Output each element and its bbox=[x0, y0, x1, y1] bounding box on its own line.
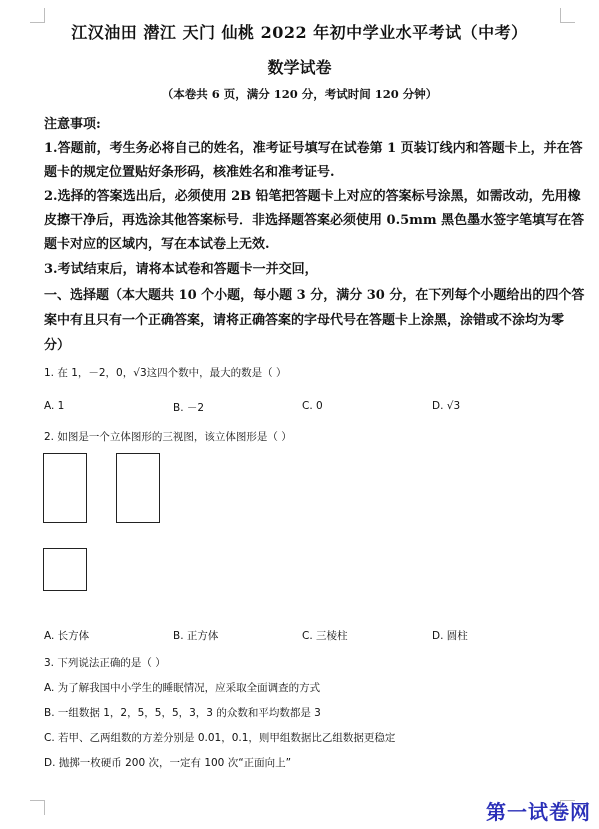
question-2-option-d: D. 圆柱 bbox=[432, 630, 468, 642]
section-heading-line: 一、选择题（本大题共 10 个小题，每小题 3 分，满分 30 分，在下列每个小题给出的四个答 bbox=[44, 288, 585, 303]
section-heading-line: 分） bbox=[44, 338, 71, 353]
question-1-stem-prefix: 1. 在 1，－2，0， bbox=[44, 367, 134, 379]
question-2-option-c: C. 三棱柱 bbox=[302, 630, 348, 642]
question-3-statement-a: A. 为了解我国中小学生的睡眠情况，应采取全面调查的方式 bbox=[44, 682, 321, 694]
notice-heading: 注意事项: bbox=[44, 117, 101, 132]
question-1-option-d: D. √3 bbox=[432, 400, 461, 412]
question-3-stem: 3. 下列说法正确的是（ ） bbox=[44, 657, 166, 669]
exam-subtitle: 数学试卷 bbox=[267, 58, 332, 77]
notice-line: 题卡对应的区域内，写在本试卷上无效. bbox=[44, 237, 270, 252]
question-2-option-a: A. 长方体 bbox=[44, 630, 90, 642]
top-view-square bbox=[43, 548, 87, 591]
notice-line: 3.考试结束后，请将本试卷和答题卡一并交回， bbox=[44, 262, 318, 277]
exam-title: 江汉油田 潜江 天门 仙桃 2022 年初中学业水平考试（中考） bbox=[71, 23, 528, 42]
section-heading-line: 案中有且只有一个正确答案，请将正确答案的字母代号在答题卡上涂黑，涂错或不涂均为零 bbox=[44, 313, 565, 328]
site-watermark: 第一试卷网 bbox=[486, 800, 591, 824]
side-view-rectangle bbox=[116, 453, 160, 523]
question-1-stem bbox=[44, 365, 286, 380]
front-view-rectangle bbox=[43, 453, 87, 523]
question-1-option-c: C. 0 bbox=[302, 400, 323, 412]
question-3-statement-b: B. 一组数据 1，2，5，5，5，3，3 的众数和平均数都是 3 bbox=[44, 707, 321, 719]
question-3-statement-c: C. 若甲、乙两组数的方差分别是 0.01，0.1，则甲组数据比乙组数据更稳定 bbox=[44, 732, 396, 744]
sqrt-three: √3 bbox=[133, 367, 147, 379]
notice-line: 1.答题前，考生务必将自己的姓名，准考证号填写在试卷第 1 页装订线内和答题卡上，并在答 bbox=[44, 141, 583, 156]
question-1-option-b: B. －2 bbox=[173, 402, 205, 414]
question-1-option-a: A. 1 bbox=[44, 400, 65, 412]
question-1-stem-suffix: 这四个数中，最大的数是（ ） bbox=[146, 367, 287, 379]
notice-line: 皮擦干净后，再选涂其他答案标号．非选择题答案必须使用 0.5mm 黑色墨水签字笔填写在答 bbox=[44, 213, 585, 228]
question-2-option-b: B. 正方体 bbox=[173, 630, 219, 642]
question-2-stem: 2. 如图是一个立体图形的三视图，该立体图形是（ ） bbox=[44, 431, 292, 443]
question-3-statement-d: D. 抛掷一枚硬币 200 次，一定有 100 次“正面向上” bbox=[44, 757, 292, 769]
notice-line: 2.选择的答案选出后，必须使用 2B 铅笔把答题卡上对应的答案标号涂黑，如需改动，先用橡 bbox=[44, 189, 581, 204]
page-corner-mark bbox=[30, 800, 45, 815]
paper-info: （本卷共 6 页，满分 120 分，考试时间 120 分钟） bbox=[161, 87, 438, 101]
notice-line: 题卡的规定位置贴好条形码，核准姓名和准考证号. bbox=[44, 165, 335, 180]
